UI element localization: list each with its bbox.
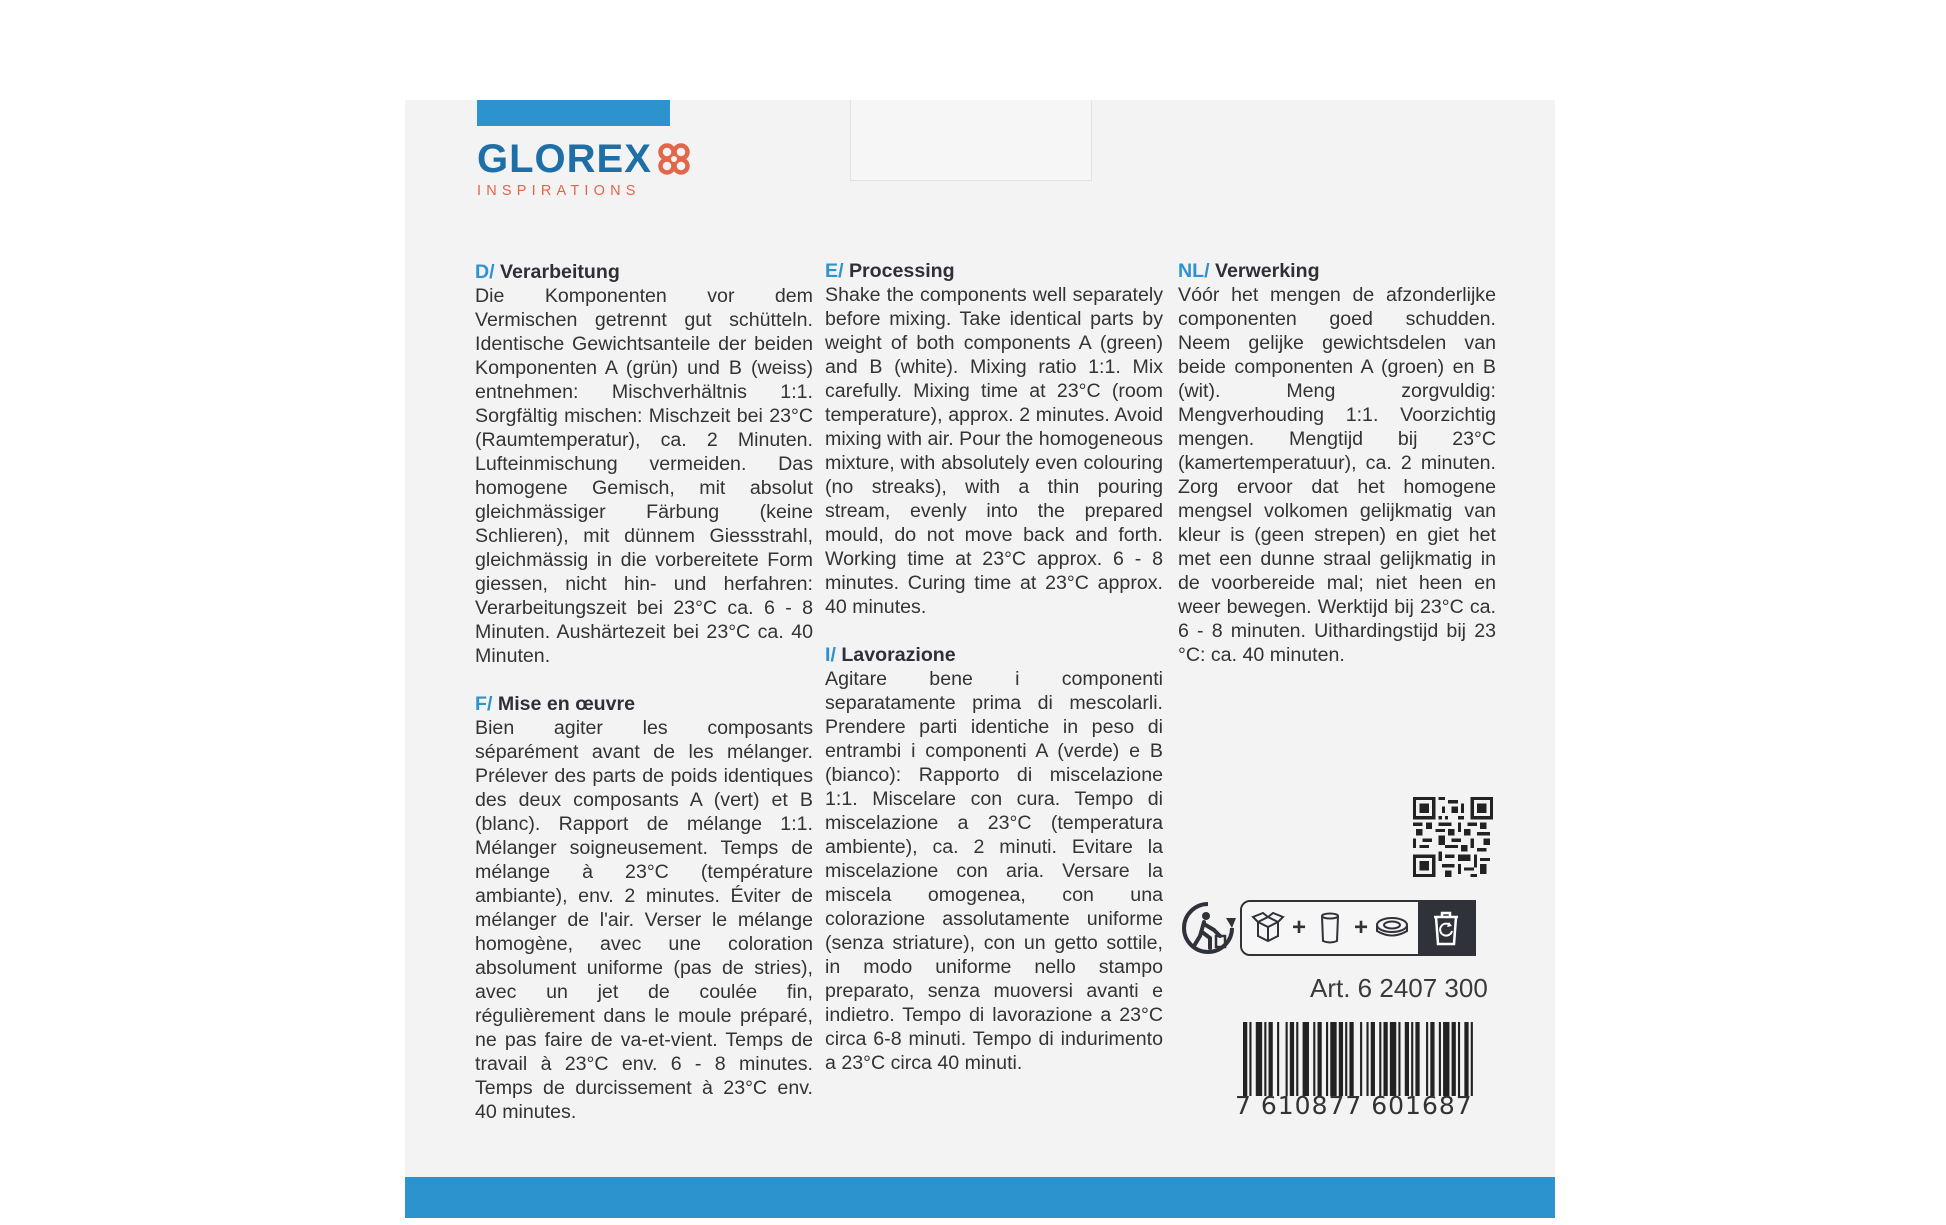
section-heading-fr <box>475 692 813 716</box>
barcode-bar <box>1256 1022 1262 1096</box>
section-heading-en <box>825 259 1163 283</box>
barcode <box>1235 1022 1483 1122</box>
packaging-panel <box>405 100 1555 1218</box>
lang-code-nl: NL/ <box>1178 260 1210 282</box>
barcode-bar <box>1443 1022 1449 1096</box>
barcode-bar <box>1464 1022 1468 1096</box>
section-text-fr: Bien agiter les composants séparément avant de les mélanger. Prélever des parts de poids identiques des deux composants A (vert) et B (blanc). Rapport de mélange 1:1. Mélanger soigneusement. Temps de mélange à 23°C (température ambiante), env. 2 minutes. Éviter de mélanger de l'air. Verser le mélange homogène, avec une coloration absolument uniforme (pas de stries), avec un jet de coulée fin, régulièrement dans le moule préparé, ne pas faire de va-et-vient. Temps de travail à 23°C env. 6 - 8 minutes. Temps de durcissement à 23°C env. 40 minutes. <box>475 717 813 1123</box>
barcode-bar <box>1430 1022 1434 1096</box>
bottom-accent-bar <box>405 1177 1555 1218</box>
barcode-bar <box>1366 1022 1368 1096</box>
column-right <box>1178 259 1496 667</box>
brand-flower-icon <box>656 141 692 177</box>
barcode-bar <box>1360 1022 1362 1096</box>
barcode-bar <box>1426 1022 1428 1096</box>
barcode-bar <box>1411 1022 1413 1096</box>
barcode-bar <box>1286 1022 1288 1096</box>
column-middle <box>825 259 1163 1075</box>
section-title-en: Processing <box>848 260 955 282</box>
lid-icon <box>1374 910 1410 946</box>
barcode-bar <box>1371 1022 1375 1096</box>
box-icon <box>1250 910 1286 946</box>
barcode-bar <box>1339 1022 1343 1096</box>
barcode-bar <box>1439 1022 1441 1096</box>
barcode-bar <box>1326 1022 1328 1096</box>
brand-tagline: INSPIRATIONS <box>477 183 641 199</box>
section-text-it: Agitare bene i componenti separatamente prima di mescolarli. Prendere parti identiche in peso di entrambi i componenti A (verde) e B (bianco): Rapporto di miscelazione 1:1. Miscelare con cura. Tempo di miscelazione a 23°C (temperatura ambiente), ca. 2 minuti. Evitare la miscelazione con aria. Versare la miscela omogenea, con una colorazione assolutamente uniforme (senza striature), con un getto sottile, in modo uniforme nello stampo preparato, senza muoversi avanti e indietro. Tempo di lavorazione a 23°C circa 6-8 minuti. Tempo di indurimento a 23°C circa 40 minuti. <box>825 668 1163 1074</box>
barcode-bar <box>1290 1022 1294 1096</box>
section-title-fr: Mise en œuvre <box>497 693 636 715</box>
recycling-info <box>1180 900 1476 956</box>
lang-code-it: I/ <box>825 644 836 666</box>
brand-logo <box>477 138 692 199</box>
barcode-bar <box>1452 1022 1456 1096</box>
barcode-bar <box>1379 1022 1381 1096</box>
section-heading-nl <box>1178 259 1496 283</box>
barcode-bar <box>1313 1022 1315 1096</box>
brand-wordmark <box>477 138 692 180</box>
barcode-bar <box>1458 1022 1460 1096</box>
barcode-bar <box>1390 1022 1396 1096</box>
section-text-de: Die Komponenten vor dem Vermischen getrennt gut schütteln. Identische Gewichtsanteile der beiden Komponenten A (grün) und B (weiss) entnehmen: Mischverhältnis 1:1. Sorgfältig mischen: Mischzeit bei 23°C (Raumtemperatur), ca. 2 Minuten. Lufteinmischung vermeiden. Das homogene Gemisch, mit absolut gleichmässiger Färbung (keine Schlieren), mit dünnem Giessstrahl, gleichmässig in die vorbereitete Form giessen, nicht hin- und herfahren: Verarbeitungszeit bei 23°C ca. 6 - 8 Minuten. Aushärtezeit bei 23°C ca. 40 Minuten. <box>475 285 813 667</box>
barcode-bar <box>1249 1022 1251 1096</box>
recycle-bin-box <box>1418 902 1474 954</box>
section-text-en: Shake the components well separately before mixing. Take identical parts by weight of both components A (green) and B (white). Mixing ratio 1:1. Mix carefully. Mixing time at 23°C (room temperature), approx. 2 minutes. Avoid mixing with air. Pour the homogeneous mixture, with absolutely even colouring (no streaks), with a thin pouring stream, evenly into the prepared mould, do not move back and forth. Working time at 23°C approx. 6 - 8 minutes. Curing time at 23°C approx. 40 minutes. <box>825 284 1163 618</box>
article-number: Art. 6 2407 300 <box>1310 973 1488 1003</box>
lang-code-fr: F/ <box>475 693 493 715</box>
section-title-it: Lavorazione <box>841 644 956 666</box>
section-heading-de <box>475 260 813 284</box>
tidyman-icon <box>1180 900 1236 956</box>
barcode-bar <box>1277 1022 1279 1096</box>
barcode-bar <box>1471 1022 1473 1096</box>
box-flap <box>850 100 1092 181</box>
section-heading-it <box>825 643 1163 667</box>
barcode-bar <box>1317 1022 1321 1096</box>
barcode-bar <box>1345 1022 1347 1096</box>
section-text-nl: Vóór het mengen de afzonderlijke componenten goed schudden. Neem gelijke gewichtsdelen van beide componenten A (groen) en B (wit). Meng zorgvuldig: Mengverhouding 1:1. Voorzichtig mengen. Mengtijd bij 23°C (kamertemperatuur), ca. 2 minuten. Zorg ervoor dat het homogene mengsel volkomen gelijkmatig van kleur is (geen strepen) en giet het met een dunne straal gelijkmatig in de voorbereide mal; niet heen en weer bewegen. Werktijd bij 23°C ca. 6 - 8 minuten. Uithardingstijd bij 23 °C: ca. 40 minuten. <box>1178 284 1496 666</box>
barcode-bars <box>1243 1022 1475 1096</box>
barcode-bar <box>1303 1022 1309 1096</box>
cup-icon <box>1312 910 1348 946</box>
recycling-pill <box>1240 900 1476 956</box>
barcode-bar <box>1415 1022 1419 1096</box>
barcode-bar <box>1269 1022 1273 1096</box>
qr-code <box>1413 797 1493 877</box>
column-left <box>475 260 813 1124</box>
plus-sign: + <box>1354 914 1369 941</box>
barcode-bar <box>1264 1022 1266 1096</box>
barcode-bar <box>1330 1022 1336 1096</box>
recycle-bin-icon <box>1430 909 1462 947</box>
top-accent-bar <box>477 100 670 126</box>
barcode-bar <box>1398 1022 1400 1096</box>
section-title-nl: Verwerking <box>1215 260 1320 282</box>
barcode-bar <box>1296 1022 1298 1096</box>
barcode-bar <box>1383 1022 1387 1096</box>
barcode-bar <box>1349 1022 1353 1096</box>
section-title-de: Verarbeitung <box>500 261 620 283</box>
barcode-bar <box>1243 1022 1247 1096</box>
barcode-bar <box>1405 1022 1409 1096</box>
lang-code-en: E/ <box>825 260 844 282</box>
barcode-digits: 7 610877 601687 <box>1235 1091 1473 1120</box>
brand-name: GLOREX <box>477 137 652 181</box>
plus-sign: + <box>1292 914 1307 941</box>
lang-code-de: D/ <box>475 261 495 283</box>
